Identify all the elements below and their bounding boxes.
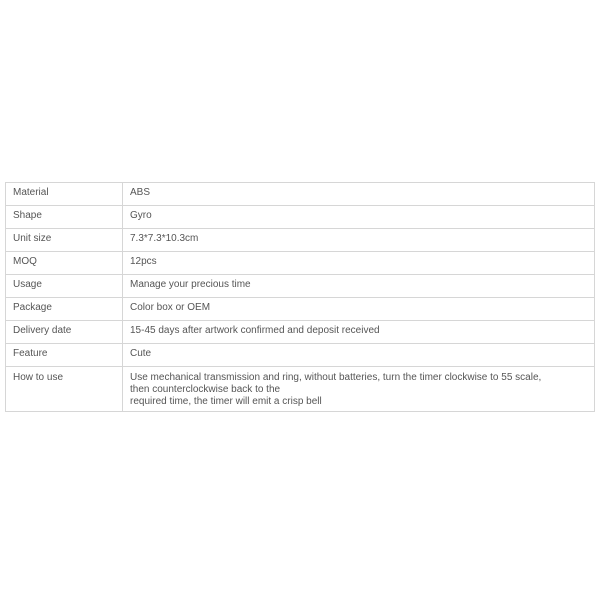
row-value: 15-45 days after artwork confirmed and deposit received (123, 321, 595, 344)
row-label: Delivery date (6, 321, 123, 344)
product-spec-table (5, 182, 595, 412)
row-value: Color box or OEM (123, 298, 595, 321)
row-value: Manage your precious time (123, 275, 595, 298)
value-line: then counterclockwise back to the (130, 384, 281, 395)
row-value (123, 367, 595, 412)
table-row-how-to-use (6, 367, 595, 412)
row-value: 12pcs (123, 252, 595, 275)
value-line: Use mechanical transmission and ring, without batteries, turn the timer clockwise to 55 scale, (130, 372, 542, 383)
table-row-moq (6, 252, 595, 275)
table-row-usage (6, 275, 595, 298)
row-value: Gyro (123, 206, 595, 229)
row-label: Package (6, 298, 123, 321)
table-row-unit-size (6, 229, 595, 252)
row-label: Feature (6, 344, 123, 367)
table-row-shape (6, 206, 595, 229)
row-label: Material (6, 183, 123, 206)
row-value: 7.3*7.3*10.3cm (123, 229, 595, 252)
table-row-feature (6, 344, 595, 367)
row-label: MOQ (6, 252, 123, 275)
row-label: Unit size (6, 229, 123, 252)
row-value: Cute (123, 344, 595, 367)
table-row-material (6, 183, 595, 206)
row-value: ABS (123, 183, 595, 206)
table-row-delivery-date (6, 321, 595, 344)
value-line: required time, the timer will emit a crisp bell (130, 396, 322, 407)
table-row-package (6, 298, 595, 321)
row-label: Usage (6, 275, 123, 298)
row-label: How to use (6, 367, 123, 412)
row-label: Shape (6, 206, 123, 229)
